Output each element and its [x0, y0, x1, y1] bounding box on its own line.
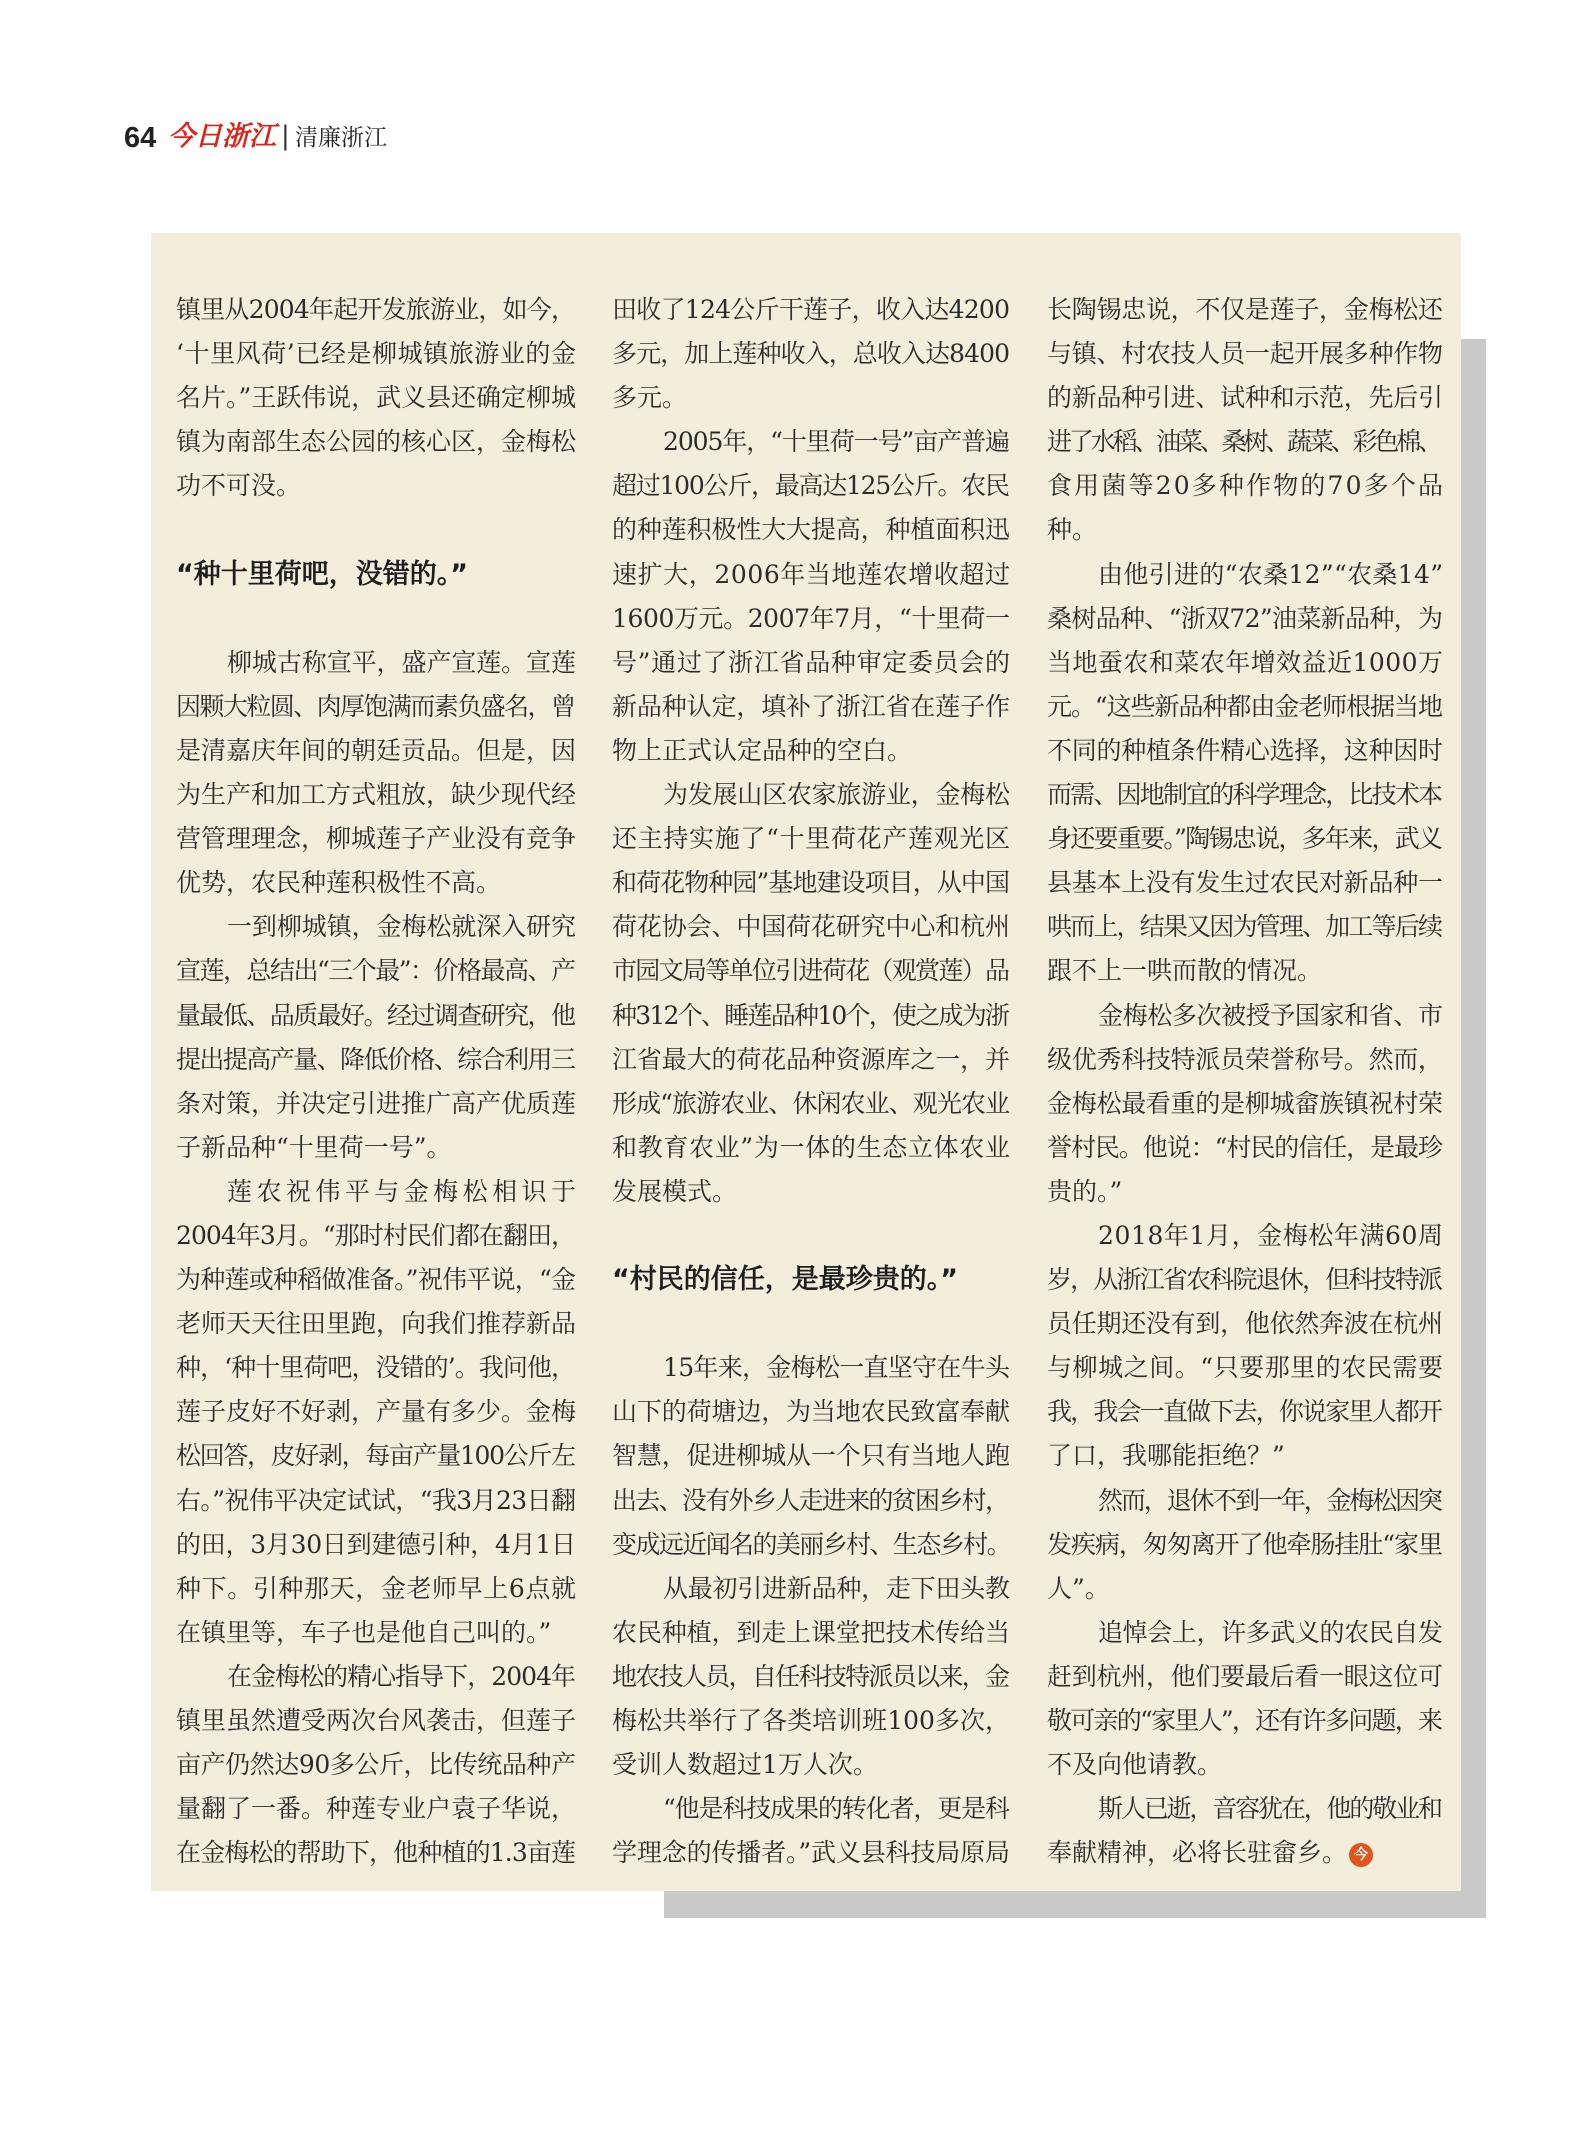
text-line — [612, 464, 1010, 508]
line-text: 金梅松最看重的是柳城畲族镇祝村荣 — [1047, 1088, 1443, 1118]
text-line — [1047, 288, 1443, 332]
text-line — [1047, 817, 1443, 861]
text-line — [176, 332, 576, 376]
line-text: 量最低、品质最好。经过调查研究，他 — [176, 1000, 575, 1030]
text-line — [612, 288, 1010, 332]
paragraph — [612, 1787, 1010, 1875]
text-line — [1047, 1390, 1443, 1434]
line-text: 镇里从2004年起开发旅游业，如今， — [176, 295, 576, 324]
section-label: 清廉浙江 — [295, 125, 387, 151]
line-text: 亩产仍然达90多公斤，比传统品种产 — [176, 1750, 576, 1780]
line-text: 是清嘉庆年间的朝廷贡品。但是，因 — [176, 735, 576, 765]
header-separator: | — [281, 121, 290, 151]
end-of-article-mark: 今 — [1349, 1843, 1373, 1867]
paragraph — [1047, 1787, 1443, 1875]
text-line — [1047, 1214, 1443, 1258]
text-line — [1047, 685, 1443, 729]
line-text: 长陶锡忠说，不仅是莲子，金梅松还 — [1047, 295, 1443, 324]
line-text: 形成“旅游农业、休闲农业、观光农业 — [612, 1088, 1010, 1118]
line-text: 一到柳城镇，金梅松就深入研究 — [227, 912, 576, 942]
line-text: 优势，农民种莲积极性不高。 — [176, 868, 502, 898]
text-line — [612, 817, 1010, 861]
text-line — [612, 685, 1010, 729]
text-line — [176, 1479, 576, 1523]
line-text: 的种莲积极性大大提高，种植面积迅 — [612, 515, 1010, 545]
text-line — [176, 1523, 576, 1567]
line-text: 在金梅松的精心指导下，2004年 — [227, 1661, 576, 1691]
line-text: 因颗大粒圆、肉厚饱满而素负盛名，曾 — [176, 691, 575, 721]
line-text: 功不可没。 — [176, 471, 302, 501]
text-line — [612, 1126, 1010, 1170]
text-line — [176, 1787, 576, 1831]
line-text: 松回答，皮好剥，每亩产量100公斤左 — [176, 1441, 575, 1471]
line-text: 莲农祝伟平与金梅松相识于 — [227, 1176, 581, 1206]
text-line — [612, 332, 1010, 376]
text-line — [612, 1655, 1010, 1699]
text-line — [612, 1523, 1010, 1567]
text-line — [176, 1655, 576, 1699]
line-text: 了口，我哪能拒绝？” — [1047, 1441, 1285, 1471]
line-text: 我，我会一直做下去，你说家里人都开 — [1047, 1397, 1442, 1427]
text-line — [1047, 1434, 1443, 1478]
line-text: 在金梅松的帮助下，他种植的1.3亩莲 — [176, 1838, 576, 1868]
line-text: 的新品种引进、试种和示范，先后引 — [1047, 383, 1443, 413]
text-line — [176, 1082, 576, 1126]
magazine-logo: 今日浙江 — [168, 121, 276, 152]
line-text: 柳城古称宣平，盛产宣莲。宣莲 — [227, 647, 576, 677]
line-text: 级优秀科技特派员荣誉称号。然而， — [1047, 1044, 1443, 1074]
line-text: 然而，退休不到一年，金梅松因突 — [1098, 1485, 1441, 1515]
line-text: 提出提高产量、降低价格、综合利用三 — [176, 1044, 575, 1074]
line-text: 名片。”王跃伟说，武义县还确定柳城 — [176, 383, 576, 413]
text-column-3 — [1047, 288, 1446, 1875]
paragraph — [176, 288, 576, 508]
line-text: 变成远近闻名的美丽乡村、生态乡村。 — [612, 1529, 1010, 1559]
text-line — [176, 1170, 581, 1214]
text-line — [1047, 1743, 1443, 1787]
line-text: 量翻了一番。种莲专业户袁子华说， — [176, 1794, 576, 1824]
text-line — [612, 1479, 1010, 1523]
line-text: 物上正式认定品种的空白。 — [612, 735, 913, 765]
text-line — [176, 994, 576, 1038]
text-line — [176, 1390, 576, 1434]
line-text: 岁，从浙江省农科院退休，但科技特派 — [1047, 1265, 1442, 1295]
line-text: 食用菌等20多种作物的70多个品 — [1047, 471, 1446, 501]
line-text: 的田，3月30日到建德引种，4月1日 — [176, 1529, 576, 1559]
text-line — [1047, 861, 1443, 905]
paragraph — [612, 1567, 1010, 1787]
text-line — [176, 1743, 576, 1787]
text-line — [612, 861, 1010, 905]
line-text: 桑树品种、“浙双72”油菜新品种，为 — [1047, 603, 1443, 633]
section-heading: “村民的信任，是最珍贵的。” — [612, 1264, 958, 1296]
text-line — [612, 1434, 1010, 1478]
paragraph — [1047, 553, 1443, 994]
line-text: 敬可亲的“家里人”，还有许多问题，来 — [1047, 1706, 1442, 1735]
line-text: 宣莲，总结出“三个最”：价格最高、产 — [176, 956, 575, 986]
page-number: 64 — [124, 122, 157, 154]
text-line — [1047, 376, 1443, 420]
text-line — [1047, 1126, 1443, 1170]
text-line — [176, 861, 576, 905]
text-line — [612, 1082, 1010, 1126]
text-line — [612, 1831, 1010, 1875]
line-text: 1600万元。2007年7月，“十里荷一 — [612, 603, 1010, 633]
text-line — [1047, 332, 1443, 376]
paragraph — [1047, 1214, 1443, 1479]
text-line — [176, 1346, 576, 1390]
line-text: 智慧，促进柳城从一个只有当地人跑 — [612, 1441, 1010, 1471]
text-line — [612, 1611, 1010, 1655]
line-text: 和教育农业”为一体的生态立体农业 — [612, 1132, 1011, 1162]
line-text: 新品种认定，填补了浙江省在莲子作 — [612, 691, 1010, 721]
text-line — [612, 1170, 1010, 1214]
line-text: 莲子皮好不好剥，产量有多少。金梅 — [176, 1397, 576, 1427]
line-text: 为发展山区农家旅游业，金梅松 — [663, 780, 1010, 810]
line-text: 号”通过了浙江省品种审定委员会的 — [612, 647, 1011, 677]
paragraph — [612, 773, 1010, 1214]
line-text: 还主持实施了“十里荷花产莲观光区 — [612, 824, 1011, 854]
line-text: 在镇里等，车子也是他自己叫的。” — [176, 1617, 552, 1647]
line-text: 市园文局等单位引进荷花（观赏莲）品 — [612, 956, 1009, 986]
text-line — [176, 729, 576, 773]
line-text: 与柳城之间。“只要那里的农民需要 — [1047, 1353, 1444, 1383]
section-heading: “种十里荷吧，没错的。” — [176, 558, 468, 590]
text-line — [1047, 905, 1443, 949]
text-line — [176, 685, 576, 729]
text-line — [1047, 729, 1443, 773]
line-text: 贵的。” — [1047, 1176, 1123, 1206]
text-line — [176, 464, 576, 508]
paragraph — [1047, 1479, 1443, 1611]
line-text: 受训人数超过1万人次。 — [612, 1750, 878, 1780]
line-text: 而需、因地制宜的科学理念，比技术本 — [1047, 780, 1442, 810]
text-line — [1047, 773, 1443, 817]
paragraph — [1047, 1611, 1443, 1787]
text-line — [1047, 1787, 1443, 1831]
text-line — [1047, 1655, 1443, 1699]
text-line — [176, 288, 576, 332]
line-text: 斯人已逝，音容犹在，他的敬业和 — [1098, 1794, 1441, 1824]
text-line — [176, 1611, 576, 1655]
line-text: 出去、没有外乡人走进来的贫困乡村， — [612, 1485, 1009, 1515]
text-line — [1047, 1567, 1443, 1611]
line-text: 速扩大，2006年当地莲农增收超过 — [612, 559, 1011, 589]
line-text: 跟不上一哄而散的情况。 — [1047, 956, 1323, 986]
text-line — [1047, 1302, 1443, 1346]
line-text: 身还要重要。”陶锡忠说，多年来，武义 — [1047, 824, 1442, 854]
line-text: 为生产和加工方式粗放，缺少现代经 — [176, 780, 576, 810]
text-line — [176, 1258, 576, 1302]
line-text: 发展模式。 — [612, 1176, 738, 1206]
line-text: 当地蚕农和菜农年增效益近1000万 — [1047, 647, 1444, 677]
text-line — [612, 420, 1010, 464]
text-line — [176, 1126, 576, 1170]
paragraph — [612, 1346, 1010, 1566]
text-line — [612, 949, 1010, 993]
text-line — [612, 597, 1010, 641]
line-text: “他是科技成果的转化者，更是科 — [663, 1794, 1009, 1824]
text-line — [612, 1390, 1010, 1434]
line-text: 15年来，金梅松一直坚守在牛头 — [663, 1353, 1010, 1383]
line-text: 金梅松多次被授予国家和省、市 — [1098, 1000, 1443, 1030]
paragraph — [612, 288, 1010, 420]
line-text: 员任期还没有到，他依然奔波在杭州 — [1047, 1309, 1443, 1339]
line-text: 地农技人员，自任科技特派员以来，金 — [612, 1661, 1009, 1691]
line-text: 荷花协会、中国荷花研究中心和杭州 — [612, 912, 1010, 942]
paragraph — [176, 1170, 581, 1655]
text-line — [1047, 553, 1443, 597]
line-text: 和荷花物种园”基地建设项目，从中国 — [612, 868, 1010, 898]
line-text: 种下。引种那天，金老师早上6点就 — [176, 1573, 577, 1603]
text-line — [1047, 1038, 1443, 1082]
line-text: 江省最大的荷花品种资源库之一，并 — [612, 1044, 1010, 1074]
line-text: 学理念的传播者。”武义县科技局原局 — [612, 1838, 1010, 1868]
text-line — [176, 817, 576, 861]
line-text: 田收了124公斤干莲子，收入达4200 — [612, 295, 1010, 324]
text-line — [176, 1434, 576, 1478]
paragraph — [1047, 288, 1446, 553]
line-text: 赶到杭州，他们要最后看一眼这位可 — [1047, 1661, 1443, 1691]
line-text: 镇里虽然遭受两次台风袭击，但莲子 — [176, 1706, 576, 1735]
text-line — [1047, 464, 1446, 508]
text-line — [1047, 1523, 1443, 1567]
line-text: 人”。 — [1047, 1573, 1110, 1603]
text-line — [176, 1038, 576, 1082]
text-line — [612, 1346, 1010, 1390]
text-line — [1047, 597, 1443, 641]
line-text: 不及向他请教。 — [1047, 1750, 1223, 1780]
text-line — [176, 949, 576, 993]
line-text: 农民种植，到走上课堂把技术传给当 — [612, 1617, 1010, 1647]
line-text: 誉村民。他说：“村民的信任，是最珍 — [1047, 1132, 1442, 1162]
line-text: 多元。 — [612, 383, 688, 413]
text-line — [1047, 508, 1443, 552]
line-text: 追悼会上，许多武义的农民自发 — [1098, 1617, 1443, 1647]
line-text: 种，‘种十里荷吧，没错的’。我问他， — [176, 1353, 576, 1383]
line-text: 不同的种植条件精心选择，这种因时 — [1047, 735, 1443, 765]
paragraph — [176, 1655, 576, 1875]
line-text: 县基本上没有发生过农民对新品种一 — [1047, 868, 1443, 898]
line-text: 哄而上，结果又因为管理、加工等后续 — [1047, 912, 1442, 942]
text-line — [612, 729, 1010, 773]
line-text: 由他引进的“农桑12”“农桑14” — [1098, 559, 1444, 589]
paragraph — [176, 905, 576, 1170]
text-line — [176, 773, 576, 817]
text-line — [176, 420, 576, 464]
text-line — [1047, 1082, 1443, 1126]
text-line — [612, 1567, 1010, 1611]
line-text: 进了水稻、油菜、桑树、蔬菜、彩色棉、 — [1047, 427, 1440, 457]
text-column-1 — [176, 288, 581, 1875]
text-line — [612, 641, 1010, 685]
line-text: 超过100公斤，最高达125公斤。农民 — [612, 471, 1009, 501]
text-line — [176, 1302, 576, 1346]
text-line — [612, 508, 1010, 552]
text-line — [612, 773, 1010, 817]
line-text: 种312个、睡莲品种10个，使之成为浙 — [612, 1000, 1009, 1030]
line-text: 子新品种“十里荷一号”。 — [176, 1132, 452, 1162]
text-line — [1047, 949, 1443, 993]
text-line — [176, 1699, 576, 1743]
line-text: 多元，加上莲种收入，总收入达8400 — [612, 339, 1010, 369]
line-text: 梅松共举行了各类培训班100多次， — [612, 1706, 1011, 1735]
line-text: 2004年3月。“那时村民们都在翻田， — [176, 1220, 576, 1250]
text-line — [612, 1743, 1010, 1787]
text-line — [1047, 1831, 1443, 1875]
text-line — [612, 553, 1010, 597]
line-text: 镇为南部生态公园的核心区，金梅松 — [176, 427, 576, 457]
text-line — [176, 1567, 576, 1611]
line-text: 条对策，并决定引进推广高产优质莲 — [176, 1088, 576, 1118]
text-line — [612, 905, 1010, 949]
text-line — [612, 1038, 1010, 1082]
line-text: 与镇、村农技人员一起开展多种作物 — [1047, 339, 1443, 369]
line-text: ‘十里风荷’已经是柳城镇旅游业的金 — [176, 339, 577, 369]
line-text: 奉献精神，必将长驻畲乡。 — [1047, 1838, 1348, 1868]
text-line — [176, 1831, 576, 1875]
line-text: 为种莲或种稻做准备。”祝伟平说，“金 — [176, 1265, 576, 1295]
line-text: 山下的荷塘边，为当地农民致富奉献 — [612, 1397, 1010, 1427]
line-text: 种。 — [1047, 515, 1098, 545]
text-column-2 — [612, 288, 1010, 1875]
text-line — [612, 376, 1010, 420]
text-line — [1047, 1346, 1443, 1390]
line-text: 从最初引进新品种，走下田头教 — [663, 1573, 1010, 1603]
text-line — [1047, 1611, 1443, 1655]
line-text: 老师天天往田里跑，向我们推荐新品 — [176, 1309, 576, 1339]
text-line — [612, 1699, 1010, 1743]
line-text: 2018年1月，金梅松年满60周 — [1098, 1220, 1444, 1250]
paragraph — [176, 641, 576, 906]
text-line — [1047, 641, 1443, 685]
text-line — [1047, 1258, 1443, 1302]
line-text: 发疾病，匆匆离开了他牵肠挂肚“家里 — [1047, 1529, 1442, 1559]
text-line — [1047, 420, 1443, 464]
line-text: 营管理理念，柳城莲子产业没有竞争 — [176, 824, 576, 854]
line-text: 2005年，“十里荷一号”亩产普遍 — [663, 427, 1009, 457]
text-line — [176, 1214, 576, 1258]
paragraph — [1047, 994, 1443, 1214]
text-line — [1047, 1699, 1443, 1743]
text-line — [176, 905, 576, 949]
line-text: 元。“这些新品种都由金老师根据当地 — [1047, 691, 1442, 721]
text-line — [1047, 1170, 1443, 1214]
paragraph — [612, 420, 1010, 773]
text-line — [1047, 1479, 1443, 1523]
text-line — [176, 376, 576, 420]
line-text: 右。”祝伟平决定试试，“我3月23日翻 — [176, 1485, 576, 1515]
text-line — [612, 1787, 1010, 1831]
text-line — [176, 641, 576, 685]
text-line — [612, 994, 1010, 1038]
text-line — [1047, 994, 1443, 1038]
